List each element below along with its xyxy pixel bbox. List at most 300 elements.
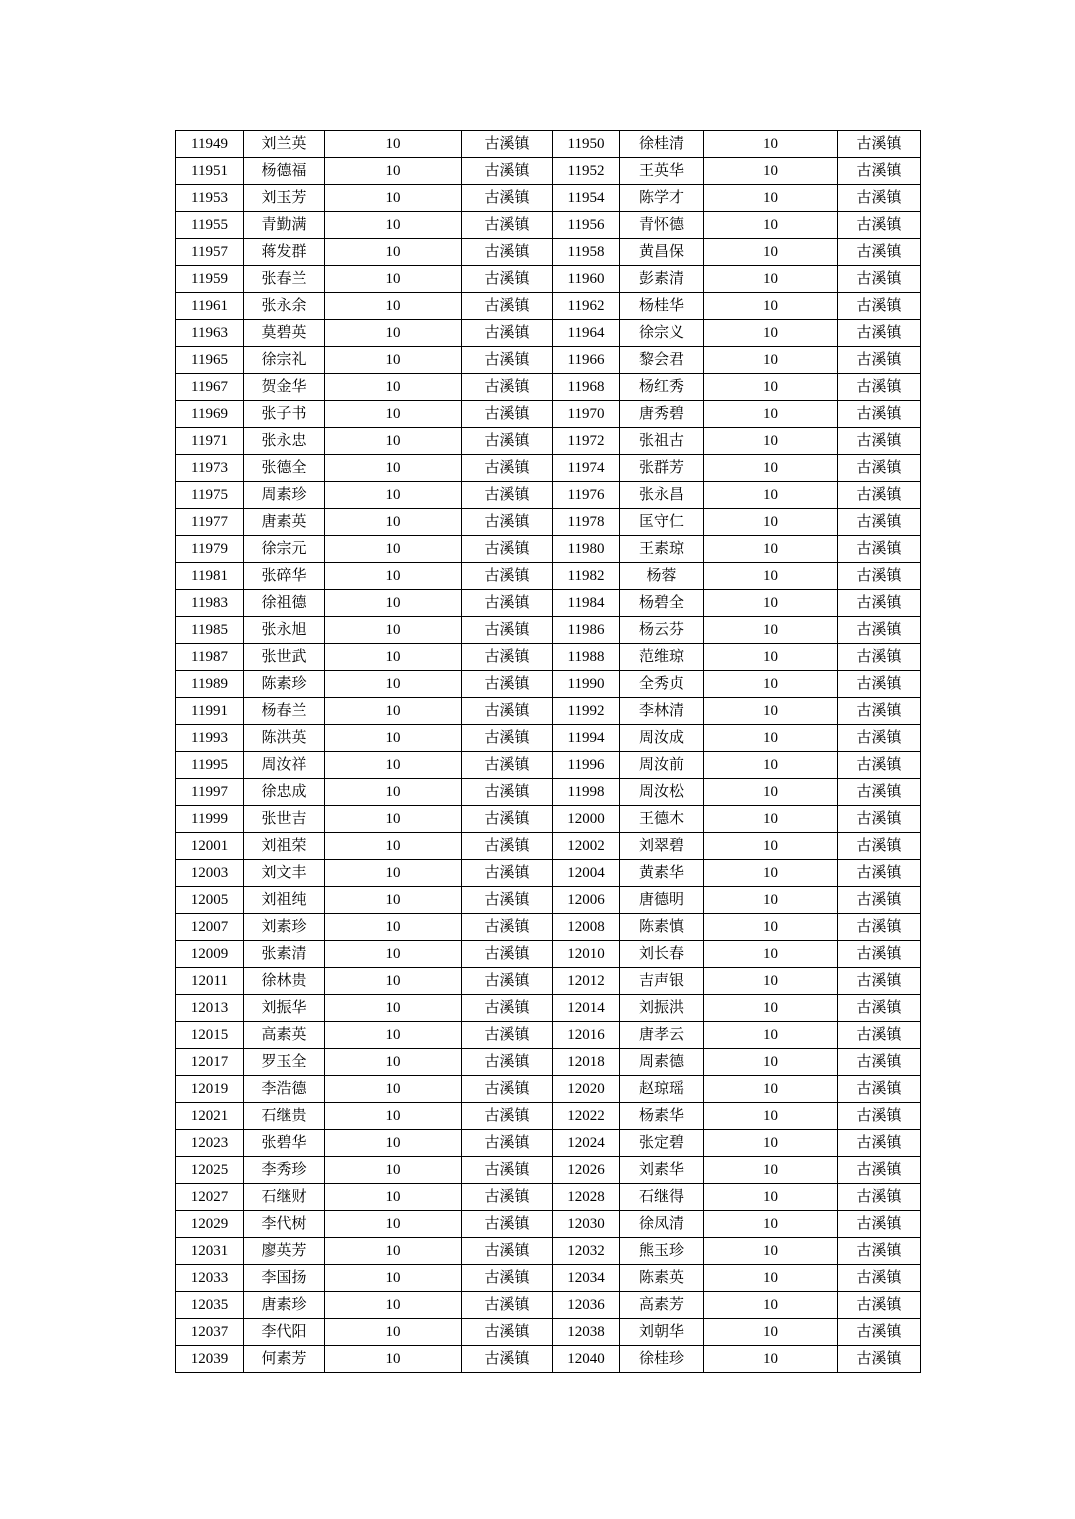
town-cell: 古溪镇 (462, 860, 553, 887)
table-row (176, 590, 921, 617)
person-name-cell: 张世吉 (244, 806, 325, 833)
amount-cell: 10 (325, 995, 462, 1022)
person-name-cell: 刘素珍 (244, 914, 325, 941)
person-name-cell: 张碎华 (244, 563, 325, 590)
person-name-cell: 张碧华 (244, 1130, 325, 1157)
person-id-cell: 12036 (553, 1292, 620, 1319)
table-row (176, 482, 921, 509)
table-row (176, 860, 921, 887)
person-id-cell: 11951 (176, 158, 244, 185)
town-cell: 古溪镇 (462, 1265, 553, 1292)
town-cell: 古溪镇 (462, 509, 553, 536)
person-id-cell: 11953 (176, 185, 244, 212)
town-cell: 古溪镇 (462, 806, 553, 833)
person-name-cell: 张永昌 (620, 482, 704, 509)
person-id-cell: 12018 (553, 1049, 620, 1076)
person-id-cell: 11994 (553, 725, 620, 752)
town-cell: 古溪镇 (462, 617, 553, 644)
person-id-cell: 11984 (553, 590, 620, 617)
amount-cell: 10 (325, 320, 462, 347)
amount-cell: 10 (704, 347, 838, 374)
person-name-cell: 刘玉芳 (244, 185, 325, 212)
person-id-cell: 11981 (176, 563, 244, 590)
person-name-cell: 全秀贞 (620, 671, 704, 698)
town-cell: 古溪镇 (838, 131, 921, 158)
person-id-cell: 12015 (176, 1022, 244, 1049)
amount-cell: 10 (325, 725, 462, 752)
table-row (176, 995, 921, 1022)
town-cell: 古溪镇 (838, 563, 921, 590)
table-row (176, 752, 921, 779)
person-name-cell: 徐祖德 (244, 590, 325, 617)
amount-cell: 10 (704, 725, 838, 752)
amount-cell: 10 (704, 671, 838, 698)
town-cell: 古溪镇 (462, 725, 553, 752)
town-cell: 古溪镇 (462, 1157, 553, 1184)
person-id-cell: 12034 (553, 1265, 620, 1292)
person-id-cell: 11990 (553, 671, 620, 698)
amount-cell: 10 (325, 482, 462, 509)
amount-cell: 10 (704, 1076, 838, 1103)
table-row (176, 1184, 921, 1211)
table-row (176, 1346, 921, 1373)
person-name-cell: 刘振洪 (620, 995, 704, 1022)
amount-cell: 10 (325, 1265, 462, 1292)
town-cell: 古溪镇 (838, 887, 921, 914)
person-name-cell: 王德木 (620, 806, 704, 833)
town-cell: 古溪镇 (462, 698, 553, 725)
town-cell: 古溪镇 (838, 293, 921, 320)
person-id-cell: 11983 (176, 590, 244, 617)
person-id-cell: 12033 (176, 1265, 244, 1292)
person-id-cell: 11980 (553, 536, 620, 563)
person-id-cell: 11960 (553, 266, 620, 293)
amount-cell: 10 (325, 1319, 462, 1346)
town-cell: 古溪镇 (462, 563, 553, 590)
table-row (176, 131, 921, 158)
amount-cell: 10 (704, 860, 838, 887)
town-cell: 古溪镇 (838, 1157, 921, 1184)
person-id-cell: 12023 (176, 1130, 244, 1157)
person-id-cell: 12026 (553, 1157, 620, 1184)
amount-cell: 10 (704, 968, 838, 995)
amount-cell: 10 (704, 455, 838, 482)
amount-cell: 10 (704, 293, 838, 320)
town-cell: 古溪镇 (838, 347, 921, 374)
table-row (176, 833, 921, 860)
town-cell: 古溪镇 (462, 1292, 553, 1319)
person-name-cell: 李林清 (620, 698, 704, 725)
amount-cell: 10 (325, 1184, 462, 1211)
person-id-cell: 12007 (176, 914, 244, 941)
person-id-cell: 11975 (176, 482, 244, 509)
person-name-cell: 徐宗元 (244, 536, 325, 563)
person-id-cell: 12019 (176, 1076, 244, 1103)
town-cell: 古溪镇 (462, 266, 553, 293)
person-id-cell: 12029 (176, 1211, 244, 1238)
amount-cell: 10 (704, 131, 838, 158)
person-id-cell: 11997 (176, 779, 244, 806)
person-name-cell: 张永忠 (244, 428, 325, 455)
town-cell: 古溪镇 (838, 212, 921, 239)
person-name-cell: 青怀德 (620, 212, 704, 239)
town-cell: 古溪镇 (838, 455, 921, 482)
amount-cell: 10 (704, 1238, 838, 1265)
town-cell: 古溪镇 (462, 1184, 553, 1211)
person-id-cell: 12011 (176, 968, 244, 995)
person-id-cell: 12022 (553, 1103, 620, 1130)
amount-cell: 10 (704, 320, 838, 347)
person-id-cell: 11979 (176, 536, 244, 563)
table-row (176, 671, 921, 698)
person-name-cell: 陈洪英 (244, 725, 325, 752)
amount-cell: 10 (704, 1130, 838, 1157)
amount-cell: 10 (704, 1211, 838, 1238)
amount-cell: 10 (704, 1265, 838, 1292)
table-row (176, 779, 921, 806)
person-name-cell: 张素清 (244, 941, 325, 968)
person-id-cell: 11972 (553, 428, 620, 455)
person-id-cell: 11969 (176, 401, 244, 428)
amount-cell: 10 (704, 806, 838, 833)
town-cell: 古溪镇 (462, 671, 553, 698)
town-cell: 古溪镇 (462, 887, 553, 914)
person-id-cell: 11956 (553, 212, 620, 239)
person-name-cell: 彭素清 (620, 266, 704, 293)
table-row (176, 617, 921, 644)
person-name-cell: 徐忠成 (244, 779, 325, 806)
town-cell: 古溪镇 (462, 968, 553, 995)
town-cell: 古溪镇 (462, 1076, 553, 1103)
person-name-cell: 李国扬 (244, 1265, 325, 1292)
town-cell: 古溪镇 (838, 644, 921, 671)
town-cell: 古溪镇 (462, 212, 553, 239)
table-row (176, 1076, 921, 1103)
town-cell: 古溪镇 (462, 1238, 553, 1265)
person-id-cell: 11985 (176, 617, 244, 644)
town-cell: 古溪镇 (838, 806, 921, 833)
town-cell: 古溪镇 (838, 590, 921, 617)
town-cell: 古溪镇 (462, 347, 553, 374)
person-id-cell: 12001 (176, 833, 244, 860)
person-id-cell: 12010 (553, 941, 620, 968)
person-name-cell: 周汝祥 (244, 752, 325, 779)
person-id-cell: 11958 (553, 239, 620, 266)
town-cell: 古溪镇 (838, 1022, 921, 1049)
person-name-cell: 范维琼 (620, 644, 704, 671)
town-cell: 古溪镇 (462, 374, 553, 401)
town-cell: 古溪镇 (838, 185, 921, 212)
person-name-cell: 李浩德 (244, 1076, 325, 1103)
person-id-cell: 11973 (176, 455, 244, 482)
person-name-cell: 徐桂珍 (620, 1346, 704, 1373)
amount-cell: 10 (704, 482, 838, 509)
town-cell: 古溪镇 (462, 401, 553, 428)
town-cell: 古溪镇 (838, 914, 921, 941)
person-id-cell: 11950 (553, 131, 620, 158)
table-row (176, 239, 921, 266)
person-name-cell: 刘祖纯 (244, 887, 325, 914)
town-cell: 古溪镇 (838, 158, 921, 185)
town-cell: 古溪镇 (838, 1265, 921, 1292)
amount-cell: 10 (325, 617, 462, 644)
amount-cell: 10 (325, 806, 462, 833)
town-cell: 古溪镇 (838, 617, 921, 644)
town-cell: 古溪镇 (838, 725, 921, 752)
table-row (176, 806, 921, 833)
amount-cell: 10 (325, 401, 462, 428)
person-id-cell: 11966 (553, 347, 620, 374)
amount-cell: 10 (704, 887, 838, 914)
person-id-cell: 12000 (553, 806, 620, 833)
amount-cell: 10 (704, 941, 838, 968)
amount-cell: 10 (325, 914, 462, 941)
person-name-cell: 杨红秀 (620, 374, 704, 401)
town-cell: 古溪镇 (838, 509, 921, 536)
town-cell: 古溪镇 (838, 995, 921, 1022)
person-name-cell: 刘祖荣 (244, 833, 325, 860)
amount-cell: 10 (325, 536, 462, 563)
person-id-cell: 12013 (176, 995, 244, 1022)
person-name-cell: 熊玉珍 (620, 1238, 704, 1265)
amount-cell: 10 (704, 509, 838, 536)
person-id-cell: 11955 (176, 212, 244, 239)
person-name-cell: 徐宗义 (620, 320, 704, 347)
person-id-cell: 11982 (553, 563, 620, 590)
person-id-cell: 12009 (176, 941, 244, 968)
amount-cell: 10 (704, 428, 838, 455)
person-id-cell: 12039 (176, 1346, 244, 1373)
town-cell: 古溪镇 (838, 968, 921, 995)
person-name-cell: 张世武 (244, 644, 325, 671)
person-id-cell: 12032 (553, 1238, 620, 1265)
person-id-cell: 11986 (553, 617, 620, 644)
town-cell: 古溪镇 (462, 995, 553, 1022)
person-name-cell: 周汝松 (620, 779, 704, 806)
amount-cell: 10 (325, 1076, 462, 1103)
person-name-cell: 唐秀碧 (620, 401, 704, 428)
amount-cell: 10 (704, 1319, 838, 1346)
person-name-cell: 廖英芳 (244, 1238, 325, 1265)
town-cell: 古溪镇 (838, 779, 921, 806)
amount-cell: 10 (704, 158, 838, 185)
person-name-cell: 王英华 (620, 158, 704, 185)
person-id-cell: 12038 (553, 1319, 620, 1346)
amount-cell: 10 (325, 374, 462, 401)
person-name-cell: 唐孝云 (620, 1022, 704, 1049)
person-name-cell: 贺金华 (244, 374, 325, 401)
person-id-cell: 12017 (176, 1049, 244, 1076)
person-name-cell: 莫碧英 (244, 320, 325, 347)
person-name-cell: 高素英 (244, 1022, 325, 1049)
town-cell: 古溪镇 (462, 293, 553, 320)
table-row (176, 455, 921, 482)
person-name-cell: 徐宗礼 (244, 347, 325, 374)
town-cell: 古溪镇 (462, 914, 553, 941)
person-id-cell: 12005 (176, 887, 244, 914)
person-name-cell: 张群芳 (620, 455, 704, 482)
table-row (176, 644, 921, 671)
town-cell: 古溪镇 (838, 1319, 921, 1346)
person-name-cell: 李代树 (244, 1211, 325, 1238)
amount-cell: 10 (704, 833, 838, 860)
amount-cell: 10 (704, 266, 838, 293)
amount-cell: 10 (325, 1157, 462, 1184)
town-cell: 古溪镇 (838, 1184, 921, 1211)
person-id-cell: 12025 (176, 1157, 244, 1184)
person-id-cell: 12016 (553, 1022, 620, 1049)
amount-cell: 10 (325, 887, 462, 914)
person-name-cell: 刘文丰 (244, 860, 325, 887)
town-cell: 古溪镇 (462, 1211, 553, 1238)
table-row (176, 212, 921, 239)
person-name-cell: 张永余 (244, 293, 325, 320)
town-cell: 古溪镇 (838, 1049, 921, 1076)
amount-cell: 10 (704, 185, 838, 212)
table-row (176, 428, 921, 455)
amount-cell: 10 (704, 914, 838, 941)
person-name-cell: 陈素珍 (244, 671, 325, 698)
amount-cell: 10 (325, 509, 462, 536)
town-cell: 古溪镇 (462, 779, 553, 806)
table-row (176, 1319, 921, 1346)
person-name-cell: 张定碧 (620, 1130, 704, 1157)
person-name-cell: 张春兰 (244, 266, 325, 293)
roster-table-body (176, 131, 921, 1373)
town-cell: 古溪镇 (838, 1103, 921, 1130)
amount-cell: 10 (325, 941, 462, 968)
person-id-cell: 11954 (553, 185, 620, 212)
town-cell: 古溪镇 (462, 320, 553, 347)
town-cell: 古溪镇 (838, 941, 921, 968)
person-name-cell: 陈素慎 (620, 914, 704, 941)
person-id-cell: 11989 (176, 671, 244, 698)
town-cell: 古溪镇 (838, 860, 921, 887)
amount-cell: 10 (704, 374, 838, 401)
person-name-cell: 黎会君 (620, 347, 704, 374)
town-cell: 古溪镇 (838, 833, 921, 860)
amount-cell: 10 (325, 428, 462, 455)
town-cell: 古溪镇 (838, 482, 921, 509)
person-id-cell: 11977 (176, 509, 244, 536)
town-cell: 古溪镇 (838, 671, 921, 698)
person-id-cell: 11967 (176, 374, 244, 401)
person-name-cell: 青勤满 (244, 212, 325, 239)
amount-cell: 10 (325, 158, 462, 185)
town-cell: 古溪镇 (462, 1346, 553, 1373)
person-name-cell: 李代阳 (244, 1319, 325, 1346)
amount-cell: 10 (325, 185, 462, 212)
amount-cell: 10 (325, 239, 462, 266)
amount-cell: 10 (704, 1049, 838, 1076)
town-cell: 古溪镇 (838, 1076, 921, 1103)
person-id-cell: 12031 (176, 1238, 244, 1265)
town-cell: 古溪镇 (462, 131, 553, 158)
town-cell: 古溪镇 (462, 1103, 553, 1130)
amount-cell: 10 (325, 1103, 462, 1130)
amount-cell: 10 (325, 779, 462, 806)
person-name-cell: 刘振华 (244, 995, 325, 1022)
amount-cell: 10 (325, 752, 462, 779)
person-name-cell: 杨碧全 (620, 590, 704, 617)
roster-table (175, 130, 921, 1373)
person-id-cell: 11996 (553, 752, 620, 779)
table-row (176, 158, 921, 185)
person-name-cell: 杨云芬 (620, 617, 704, 644)
town-cell: 古溪镇 (462, 536, 553, 563)
amount-cell: 10 (704, 1346, 838, 1373)
table-row (176, 347, 921, 374)
town-cell: 古溪镇 (838, 401, 921, 428)
town-cell: 古溪镇 (838, 536, 921, 563)
table-row (176, 563, 921, 590)
person-name-cell: 吉声银 (620, 968, 704, 995)
person-id-cell: 12040 (553, 1346, 620, 1373)
person-name-cell: 陈素英 (620, 1265, 704, 1292)
table-row (176, 1103, 921, 1130)
town-cell: 古溪镇 (462, 482, 553, 509)
person-id-cell: 12037 (176, 1319, 244, 1346)
amount-cell: 10 (325, 1346, 462, 1373)
person-id-cell: 11952 (553, 158, 620, 185)
person-name-cell: 赵琼瑶 (620, 1076, 704, 1103)
person-name-cell: 高素芳 (620, 1292, 704, 1319)
amount-cell: 10 (325, 347, 462, 374)
table-row (176, 374, 921, 401)
person-name-cell: 黄素华 (620, 860, 704, 887)
amount-cell: 10 (325, 293, 462, 320)
person-name-cell: 徐桂清 (620, 131, 704, 158)
person-name-cell: 石继得 (620, 1184, 704, 1211)
table-row (176, 1130, 921, 1157)
person-id-cell: 11992 (553, 698, 620, 725)
amount-cell: 10 (325, 131, 462, 158)
town-cell: 古溪镇 (838, 428, 921, 455)
town-cell: 古溪镇 (838, 752, 921, 779)
person-id-cell: 12003 (176, 860, 244, 887)
person-name-cell: 唐素英 (244, 509, 325, 536)
person-id-cell: 11961 (176, 293, 244, 320)
town-cell: 古溪镇 (838, 239, 921, 266)
person-name-cell: 杨蓉 (620, 563, 704, 590)
town-cell: 古溪镇 (462, 158, 553, 185)
person-id-cell: 11963 (176, 320, 244, 347)
town-cell: 古溪镇 (462, 1130, 553, 1157)
amount-cell: 10 (325, 1022, 462, 1049)
person-id-cell: 11995 (176, 752, 244, 779)
person-id-cell: 11949 (176, 131, 244, 158)
amount-cell: 10 (325, 1049, 462, 1076)
person-id-cell: 11971 (176, 428, 244, 455)
person-id-cell: 11970 (553, 401, 620, 428)
town-cell: 古溪镇 (462, 455, 553, 482)
amount-cell: 10 (325, 860, 462, 887)
amount-cell: 10 (325, 671, 462, 698)
town-cell: 古溪镇 (462, 590, 553, 617)
table-row (176, 509, 921, 536)
town-cell: 古溪镇 (838, 320, 921, 347)
table-row (176, 536, 921, 563)
person-id-cell: 11978 (553, 509, 620, 536)
town-cell: 古溪镇 (462, 1022, 553, 1049)
person-id-cell: 11962 (553, 293, 620, 320)
person-id-cell: 12021 (176, 1103, 244, 1130)
amount-cell: 10 (325, 1238, 462, 1265)
person-id-cell: 11988 (553, 644, 620, 671)
person-name-cell: 刘素华 (620, 1157, 704, 1184)
town-cell: 古溪镇 (838, 1238, 921, 1265)
person-name-cell: 张永旭 (244, 617, 325, 644)
